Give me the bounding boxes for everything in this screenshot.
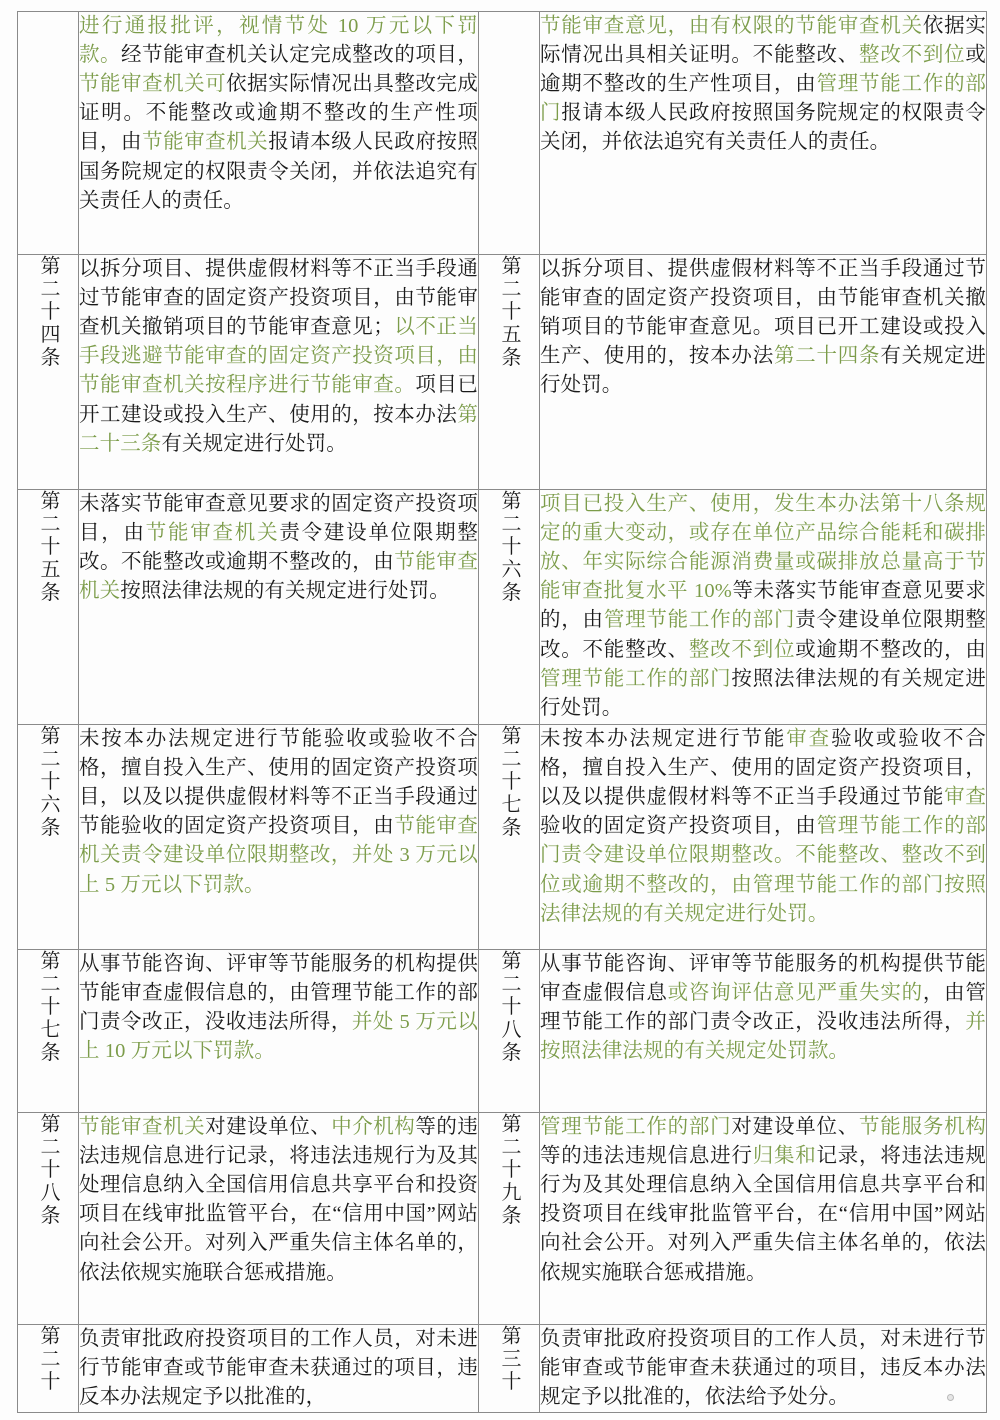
article-number-label: 第二十六条 xyxy=(37,725,59,839)
article-number-label: 第二十五条 xyxy=(498,255,520,369)
article-number-label: 第二十六条 xyxy=(498,490,520,604)
article-number-label: 第二十七条 xyxy=(498,725,520,839)
table-row xyxy=(18,12,987,255)
revision-highlight-text: 节能审查机关责令建设单位限期整改，并处 3 万元以上 5 万元以下罚款。 xyxy=(79,815,478,896)
left-article-text-cell xyxy=(79,255,479,490)
plain-text: 有关规定进行处罚。 xyxy=(540,345,987,397)
plain-text: 依据实际情况出具相关证明。不能整改、 xyxy=(540,15,986,67)
article-number-label: 第二十七条 xyxy=(37,950,59,1064)
plain-text: 未按本办法规定进行节能 xyxy=(540,728,787,750)
plain-text: 未落实节能审查意见要求的固定资产投资项目，由 xyxy=(79,493,478,545)
right-article-number-cell xyxy=(479,725,540,950)
revision-highlight-text: 节能审查机关 xyxy=(142,131,269,154)
left-article-number-cell xyxy=(18,950,79,1113)
revision-highlight-text: 节能审查机关可 xyxy=(79,73,227,96)
plain-text: 按照法律法规的有关规定进行处罚。 xyxy=(540,667,986,719)
left-article-number-cell xyxy=(18,725,79,950)
right-article-number-cell xyxy=(479,950,540,1113)
article-number-label: 第二十四条 xyxy=(37,255,59,369)
right-article-text-cell xyxy=(540,255,987,490)
revision-highlight-text: 以不正当手段逃避节能审查的固定资产投资项目，由节能审查机关按程序进行节能审查。 xyxy=(79,316,478,397)
left-article-text-cell xyxy=(79,490,479,725)
plain-text: 从事节能咨询、评审等节能服务的机构提供节能审查虚假信息的，由管理节能工作的部门责令改正，没收违法所得， xyxy=(79,953,478,1034)
revision-highlight-text: 节能审查机关 xyxy=(79,551,478,603)
article-text xyxy=(79,950,478,1066)
article-number-label: 第二十九条 xyxy=(498,1113,520,1227)
article-number-label: 第二十八条 xyxy=(498,950,520,1064)
article-number-label: 第二十 xyxy=(37,1325,59,1394)
plain-text: 等未落实节能审查意见要求的，由 xyxy=(540,580,986,632)
left-article-text-cell xyxy=(79,725,479,950)
right-article-text-cell xyxy=(540,12,987,255)
article-text xyxy=(79,1113,478,1288)
plain-text: 未按本办法规定进行节能验收或验收不合格，擅自投入生产、使用的固定资产投资项目，以及以提供虚假材料等不正当手段通过节能验收的固定资产投资项目，由 xyxy=(79,728,478,838)
table-row xyxy=(18,950,987,1113)
article-text xyxy=(79,255,478,459)
right-article-text-cell xyxy=(540,1325,987,1413)
plain-text: 从事节能咨询、评审等节能服务的机构提供节能审查虚假信息 xyxy=(540,953,986,1005)
revision-highlight-text: 管理节能工作的部门 xyxy=(540,667,732,690)
revision-highlight-text: 节能审查机关 xyxy=(79,1116,206,1138)
revision-highlight-text: 项目已投入生产、使用，发生本办法第十八条规定的重大变动，或存在单位产品综合能耗和碳排放、年实际综合能源消费量或碳排放总量高于节能审查批复水平 10% xyxy=(540,493,986,603)
left-article-number-cell xyxy=(18,490,79,725)
right-article-number-cell xyxy=(479,12,540,255)
revision-highlight-text: 管理节能工作的部门 xyxy=(540,73,986,125)
comparison-table xyxy=(17,11,987,1413)
right-article-text-cell xyxy=(540,490,987,725)
plain-text: 报请本级人民政府按照国务院规定的权限责令关闭，并依法追究有关责任人的责任。 xyxy=(540,102,986,154)
left-article-text-cell xyxy=(79,950,479,1113)
table-body xyxy=(18,12,987,1413)
revision-highlight-text: 归集和 xyxy=(752,1145,817,1168)
article-number-label: 第三十 xyxy=(498,1325,520,1394)
left-article-number-cell xyxy=(18,1325,79,1413)
left-article-text-cell xyxy=(79,12,479,255)
article-text xyxy=(540,490,986,723)
revision-highlight-text: 管理节能工作的部门 xyxy=(540,1116,732,1138)
plain-text: 有关规定进行处罚。 xyxy=(161,432,347,455)
revision-highlight-text: 并处 5 万元以上 10 万元以下罚款。 xyxy=(79,1011,478,1063)
revision-highlight-text: 第二十四条 xyxy=(773,345,881,368)
right-article-text-cell xyxy=(540,950,987,1113)
table-row xyxy=(18,725,987,950)
revision-highlight-text: 或咨询评估意见严重失实的 xyxy=(667,982,923,1005)
plain-text: ，由管理节能工作的部门责令改正，没收违法所得， xyxy=(540,982,986,1034)
plain-text: 按照法律法规的有关规定进行处罚。 xyxy=(120,580,450,603)
plain-text: 以拆分项目、提供虚假材料等不正当手段通过节能审查的固定资产投资项目，由节能审查机关撤销项目的节能审查意见； xyxy=(79,258,478,339)
right-article-number-cell xyxy=(479,490,540,725)
article-number-label: 第二十五条 xyxy=(37,490,59,604)
revision-highlight-text: 节能服务机构 xyxy=(859,1116,986,1138)
revision-highlight-text: 第二十三条 xyxy=(79,403,478,455)
plain-text: 对建设单位、 xyxy=(205,1116,332,1138)
plain-text: 或逾期不整改的，由 xyxy=(795,638,987,661)
right-article-number-cell xyxy=(479,1325,540,1413)
left-article-number-cell xyxy=(18,12,79,255)
plain-text: 等的违法违规信息进行记录，将违法违规行为及其处理信息纳入全国信用信息共享平台和投资项目在线审批监管平台，在“信用中国”网站向社会公开。对列入严重失信主体名单的，依法依规实施联合惩戒措施。 xyxy=(79,1116,478,1284)
article-text xyxy=(540,950,986,1066)
left-article-text-cell xyxy=(79,1325,479,1413)
revision-highlight-text: 管理节能工作的部门责令建设单位限期整改。不能整改、整改不到位或逾期不整改的，由管理节能工作的部门按照法律法规的有关规定进行处罚。 xyxy=(540,815,986,925)
plain-text: 经节能审查机关认定完成整改的项目， xyxy=(121,44,478,67)
revision-highlight-text: 审查 xyxy=(944,786,986,809)
plain-text: 负责审批政府投资项目的工作人员，对未进行节能审查或节能审查未获通过的项目，违反本办法规定予以批准的， xyxy=(79,1328,478,1409)
table-row xyxy=(18,1325,987,1413)
left-article-text-cell xyxy=(79,1113,479,1325)
article-text xyxy=(540,255,986,401)
revision-highlight-text: 审查 xyxy=(786,728,832,750)
left-article-number-cell xyxy=(18,1113,79,1325)
right-article-text-cell xyxy=(540,1113,987,1325)
right-article-number-cell xyxy=(479,1113,540,1325)
revision-highlight-text: 中介机构 xyxy=(331,1116,416,1138)
plain-text: 责令建设单位限期整改。不能整改、 xyxy=(540,609,986,661)
revision-highlight-text: 节能审查机关 xyxy=(145,522,280,545)
revision-highlight-text: 节能审查意见，由有权限的节能审查机关 xyxy=(540,15,923,37)
plain-text: 对建设单位、 xyxy=(731,1116,860,1138)
plain-text: 等的违法违规信息进行 xyxy=(540,1145,753,1168)
article-text xyxy=(79,1325,478,1412)
article-number-label: 第二十八条 xyxy=(37,1113,59,1227)
plain-text: 责令建设单位限期整改。不能整改或逾期不整改的，由 xyxy=(79,522,478,574)
revision-highlight-text: 管理节能工作的部门 xyxy=(603,609,796,632)
revision-highlight-text: 整改不到位 xyxy=(688,638,796,661)
right-article-number-cell xyxy=(479,255,540,490)
plain-text: 项目已开工建设或投入生产、使用的，按本办法 xyxy=(79,374,479,426)
plain-text: 依据实际情况出具整改完成证明。不能整改或逾期不整改的生产性项目，由 xyxy=(79,73,478,154)
plain-text: 或逾期不整改的生产性项目，由 xyxy=(540,44,987,96)
article-text xyxy=(540,1325,986,1412)
revision-highlight-text: 进行通报批评，视情节处 10 万元以下罚款。 xyxy=(79,15,478,67)
article-text xyxy=(540,1113,986,1288)
article-text xyxy=(540,725,986,929)
revision-highlight-text: 并按照法律法规的有关规定处罚款。 xyxy=(540,1011,986,1063)
plain-text: 报请本级人民政府按照国务院规定的权限责令关闭，并依法追究有关责任人的责任。 xyxy=(79,131,478,212)
plain-text: 记录，将违法违规行为及其处理信息纳入全国信用信息共享平台和投资项目在线审批监管平台，在“信用中国”网站向社会公开。对列入严重失信主体名单的，依法依规实施联合惩戒措施。 xyxy=(540,1145,987,1284)
plain-text: 以拆分项目、提供虚假材料等不正当手段通过节能审查的固定资产投资项目，由节能审查机关撤销项目的节能审查意见。项目已开工建设或投入生产、使用的，按本办法 xyxy=(540,258,986,368)
table-row xyxy=(18,255,987,490)
article-text xyxy=(79,490,478,606)
article-text xyxy=(79,12,478,216)
article-text xyxy=(540,12,986,158)
scan-artifact-dot xyxy=(947,1394,954,1401)
table-row xyxy=(18,1113,987,1325)
right-article-text-cell xyxy=(540,725,987,950)
table-row xyxy=(18,490,987,725)
article-text xyxy=(79,725,478,900)
revision-highlight-text: 整改不到位 xyxy=(859,44,966,67)
left-article-number-cell xyxy=(18,255,79,490)
plain-text: 验收的固定资产投资项目，由 xyxy=(540,815,817,838)
plain-text: 验收或验收不合格，擅自投入生产、使用的固定资产投资项目，以及以提供虚假材料等不正当手段通过节能 xyxy=(540,728,986,809)
plain-text: 负责审批政府投资项目的工作人员，对未进行节能审查或节能审查未获通过的项目，违反本办法规定予以批准的，依法给予处分。 xyxy=(540,1328,986,1409)
